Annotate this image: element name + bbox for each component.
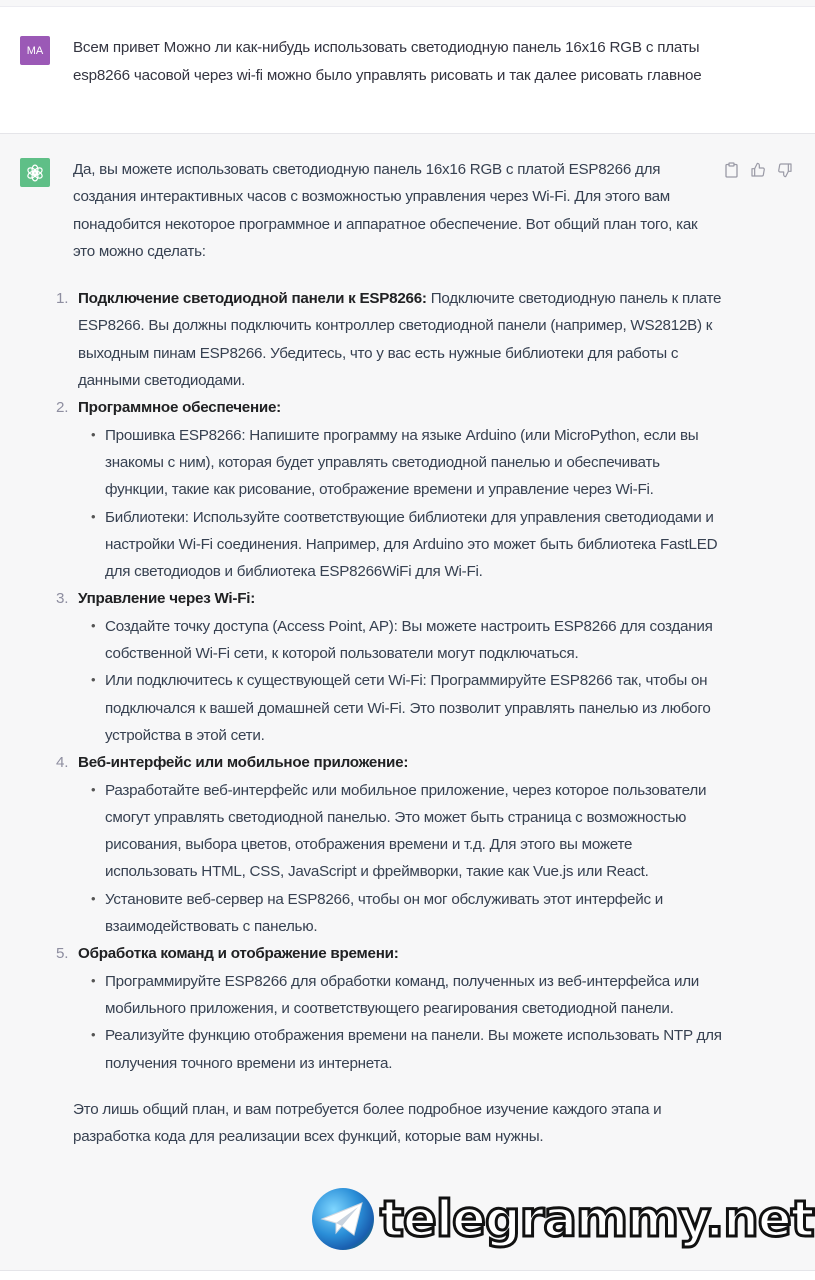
bullet-dot-icon: • [91, 672, 96, 688]
assistant-message-body [56, 156, 723, 1150]
thumbs-down-icon [777, 162, 793, 178]
intro-paragraph: Да, вы можете использовать светодиодную панель 16x16 RGB с платой ESP8266 для создания интерактивных часов с возможностью управления через Wi-Fi. Для этого вам понадобится некоторое программное и аппаратное обеспечение. Вот общий план того, как это можно сделать: [73, 161, 698, 260]
bullet-text: Или подключитесь к существующей сети Wi-Fi: Программируйте ESP8266 так, чтобы он подключался к вашей домашней сети Wi-Fi. Это позволит управлять панелью из любого устройства в этой сети. [105, 672, 711, 744]
user-avatar: MA [20, 36, 50, 65]
step-text: Подключите светодиодную панель к плате ESP8266. Вы должны подключить контроллер светодиодной панели (например, WS2812B) к выходным пинам ESP8266. Убедитесь, что у вас есть нужные библиотеки для работы с данными светодиодами. [78, 290, 722, 390]
step-title: Веб-интерфейс или мобильное приложение: [78, 754, 409, 772]
thumbs-up-icon [750, 162, 766, 178]
bullet-dot-icon: • [91, 508, 96, 524]
step-number: 1. [56, 290, 69, 308]
copy-button[interactable] [723, 162, 739, 178]
bullet-dot-icon: • [91, 781, 96, 797]
bullet-dot-icon: • [91, 617, 96, 633]
bullet-text: Установите веб-сервер на ESP8266, чтобы он мог обслуживать этот интерфейс и взаимодействовать с панелью. [105, 890, 664, 936]
step-bullets [78, 968, 723, 1077]
step-item [56, 585, 723, 749]
bullet-dot-icon: • [91, 890, 96, 906]
bullet-item [91, 613, 723, 668]
bullet-item [91, 1022, 723, 1077]
bullet-text: Библиотеки: Используйте соответствующие библиотеки для управления светодиодами и настройки Wi-Fi соединения. Например, для Arduino это может быть библиотека FastLED для светодиодов и библиотека ESP8266WiFi для Wi-Fi. [105, 508, 718, 581]
watermark-text: telegrammy.net [380, 1190, 814, 1248]
bullet-text: Создайте точку доступа (Access Point, AP): Вы можете настроить ESP8266 для создания собственной Wi-Fi сети, к которой пользователи могут подключаться. [105, 617, 713, 663]
bullet-text: Разработайте веб-интерфейс или мобильное приложение, через которое пользователи смогут управлять светодиодной панелью. Это может быть страница с возможностью рисования, выбора цветов, отображения времени и т.д. Для этого вы можете использовать HTML, CSS, JavaScript и фреймворки, такие как Vue.js или React. [105, 781, 707, 881]
bottom-strip [0, 1271, 815, 1280]
telegram-globe-icon [312, 1188, 374, 1250]
step-number: 2. [56, 399, 69, 417]
step-bullets [78, 777, 723, 941]
watermark [312, 1187, 814, 1251]
bullet-item [91, 886, 723, 941]
thumbs-up-button[interactable] [750, 162, 766, 178]
step-number: 5. [56, 945, 69, 963]
bullet-dot-icon: • [91, 972, 96, 988]
step-item [56, 394, 723, 585]
step-title: Программное обеспечение: [78, 399, 281, 417]
step-bullets [78, 422, 723, 586]
top-strip [0, 0, 815, 7]
step-title: Подключение светодиодной панели к ESP8266: [78, 290, 427, 308]
copy-icon [725, 162, 738, 178]
openai-logo-icon [25, 163, 45, 183]
step-item [56, 940, 723, 1076]
step-number: 4. [56, 754, 69, 772]
bullet-text: Программируйте ESP8266 для обработки команд, полученных из веб-интерфейса или мобильного приложения, и соответствующего реагирования светодиодной панели. [105, 972, 700, 1017]
step-title: Обработка команд и отображение времени: [78, 945, 399, 963]
bullet-dot-icon: • [91, 1027, 96, 1043]
step-item [56, 285, 723, 394]
user-message-text: Всем привет Можно ли как-нибудь использовать светодиодную панель 16x16 RGB с платы esp8266 часовой через wi-fi можно было управлять рисовать и так далее рисовать главное [73, 39, 702, 84]
user-message [0, 7, 815, 134]
bullet-item [91, 504, 723, 586]
bullet-text: Реализуйте функцию отображения времени на панели. Вы можете использовать NTP для получения точного времени из интернета. [105, 1027, 722, 1072]
assistant-avatar [20, 158, 50, 187]
thumbs-down-button[interactable] [777, 162, 793, 178]
bullet-item [91, 422, 723, 504]
bullet-item [91, 777, 723, 886]
step-number: 3. [56, 590, 69, 608]
bullet-item [91, 667, 723, 749]
bullet-dot-icon: • [91, 426, 96, 442]
step-bullets [78, 613, 723, 749]
assistant-message [0, 134, 815, 1271]
message-actions [723, 162, 793, 178]
bullet-text: Прошивка ESP8266: Напишите программу на языке Arduino (или MicroPython, если вы знакомы с ним), которая будет управлять светодиодной панелью и обеспечивать функции, такие как рисование, отображение времени и управление через Wi-Fi. [105, 426, 699, 499]
closing-paragraph: Это лишь общий план, и вам потребуется более подробное изучение каждого этапа и разработка кода для реализации всех функций, которые вам нужны. [73, 1100, 662, 1146]
steps-list [56, 285, 723, 1077]
bullet-item [91, 968, 723, 1023]
step-item [56, 749, 723, 940]
step-title: Управление через Wi-Fi: [78, 590, 256, 608]
